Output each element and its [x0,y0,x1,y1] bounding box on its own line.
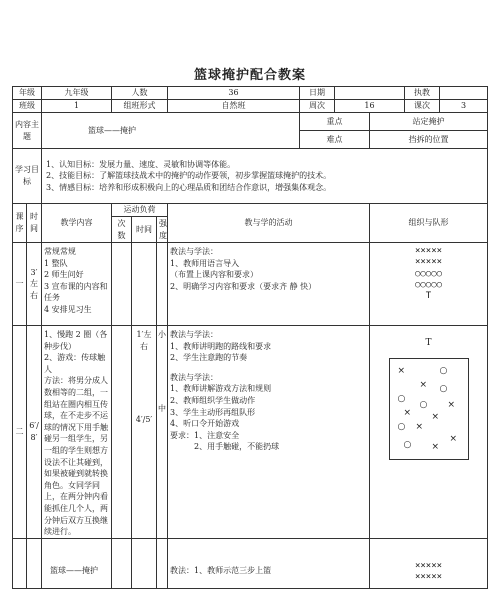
lesson-label: 课次 [405,100,440,113]
topic-row-1 [13,113,488,131]
row-order [13,538,27,588]
col-content: 教学内容 [42,204,112,243]
row-intensity [157,243,168,326]
header-row-2 [13,100,488,113]
week-value: 16 [335,100,405,113]
formation-line: ××××× [414,571,443,582]
col-order: 课序 [13,204,27,243]
row-activity [168,243,370,326]
teacher-value [440,87,488,100]
row-formation [370,243,488,326]
activity-line [170,364,367,372]
count-value: 36 [168,87,300,100]
player-mark: ○ [439,384,448,395]
player-mark: × [447,400,456,411]
header-row-1 [13,87,488,100]
class-value: 1 [42,100,112,113]
date-value [335,87,405,100]
content-line: 方法：将男分成人数相等的二组，一组站在圈内相互传球，在不走步不运球的情况下用手触碰另一组学生，另一组的学生则想方设法不让其碰到，如果被碰到就转换角色。女同学同上，在两分钟内看能抓住几个人，两分钟后双方互换继续进行。 [44,376,108,537]
player-mark: ○ [397,394,406,405]
key-point-value: 站定掩护 [370,113,488,131]
goals-row [13,149,488,204]
player-mark: × [415,422,424,433]
activity-line: 2、明确学习内容和要求（要求齐 静 快） [170,281,317,291]
teacher-marker: T [425,291,432,301]
duration-line: 1′左右 [136,330,152,351]
col-activity: 教与学的活动 [168,204,370,243]
activity-line: 2、用手触碰，不能扔球 [194,442,280,452]
activity-line: 1、教师讲解游戏方法和规则 [170,384,272,394]
player-mark: × [403,408,412,419]
formation-grid [372,561,485,584]
activity-line: 教法与学法： [170,247,218,256]
teacher-marker: T [425,338,432,348]
row-time [27,538,42,588]
lesson-plan-table [12,86,488,589]
player-mark: ○ [397,422,406,433]
player-mark: × [419,380,428,391]
lesson-row-3 [13,538,488,588]
difficulty-value: 挡拆的位置 [370,131,488,149]
player-mark: ○ [419,400,428,411]
grade-label: 年级 [13,87,42,100]
grade-value: 九年级 [42,87,112,100]
col-load: 运动负荷 [112,204,168,217]
row-times [112,326,132,539]
activity-line: 2、学生注意跑的节奏 [170,353,248,363]
activity-line: 3、学生主动形再组队形 [170,407,256,417]
col-intensity: 强度 [157,217,168,243]
activity-line: 4、听口令开始游戏 [170,419,240,429]
content-line: 4 安排见习生 [44,304,92,314]
row-activity: 教法：1、教师示范三步上篮 [168,538,370,588]
duration-line: 4′/5′ [135,415,153,425]
goals-label: 学习目标 [13,149,42,204]
topic-content: 篮球——掩护 [42,113,300,149]
formation-line: ××××× [414,560,443,571]
content-line: 1 整队 [44,258,68,268]
activity-line: 2、教师组织学生做动作 [170,395,256,405]
content-line: 2 师生问好 [44,270,84,280]
formation-line: ××××× [414,257,443,268]
content-line: 3 宣布课的内容和任务 [44,281,108,303]
game-circle-diagram [389,358,469,460]
week-label: 周次 [300,100,335,113]
key-point-label: 重点 [300,113,370,131]
row-time: 3′左右 [27,243,42,326]
org-value: 自然班 [168,100,300,113]
content-line: 常规常规 [44,247,76,256]
col-time: 时间 [27,204,42,243]
activity-line: 要求：1、注意安全 [170,430,240,440]
lesson-row-2 [13,326,488,539]
intensity-line: 小 [158,330,166,339]
formation-line: ○○○○○ [414,279,443,290]
goals-content [42,149,488,204]
intensity-line: 中 [158,403,166,413]
row-times [112,243,132,326]
content-line: 1、慢跑 2 圈（各种步伐） [44,330,108,351]
topic-label: 内容主题 [13,113,42,149]
count-label: 人数 [112,87,168,100]
lesson-value: 3 [440,100,488,113]
player-mark: × [431,412,440,423]
row-formation [370,326,488,539]
col-organization: 组织与队形 [370,204,488,243]
goal-item: 2、技能目标：了解篮球技战术中的掩护的动作要领，初步掌握篮球掩护的技术。 [46,171,332,181]
formation-grid [372,246,485,302]
column-head-row-1 [13,204,488,217]
row-duration [132,243,157,326]
row-time: 6′/8′ [27,326,42,539]
lesson-row-1 [13,243,488,326]
org-label: 组班形式 [112,100,168,113]
row-intensity [157,538,168,588]
row-formation [370,538,488,588]
player-mark: × [431,442,440,453]
activity-line: 教法与学法： [170,330,218,339]
row-intensity [157,326,168,539]
formation-line: ××××× [414,246,443,256]
activity-line: （布置上课内容和要求） [170,270,258,280]
row-activity [168,326,370,539]
col-times: 次数 [112,217,132,243]
row-times [112,538,132,588]
teacher-label: 执教 [405,87,440,100]
player-mark: ○ [403,440,412,451]
activity-line: 教法与学法： [170,372,218,382]
row-duration [132,326,157,539]
date-label: 日期 [300,87,335,100]
row-order: 二 [13,326,27,539]
class-label: 班级 [13,100,42,113]
page-title: 篮球掩护配合教案 [193,68,306,83]
player-mark: × [449,434,458,445]
player-mark: × [397,366,406,377]
row-content [42,326,112,539]
row-content [42,243,112,326]
difficulty-label: 难点 [300,131,370,149]
row-duration [132,538,157,588]
activity-line: 1、教师用语言导入 [170,258,240,268]
row-content: 篮球——掩护 [42,538,112,588]
goal-item: 1、认知目标：发展力量、速度、灵敏和协调等体能。 [46,159,236,169]
content-line: 2、游戏：传球触人 [44,353,106,374]
goal-item: 3、情感目标：培养和形成积极向上的心理品质和团结合作意识，增强集体观念。 [46,182,332,192]
row-order: 一 [13,243,27,326]
player-mark: ○ [439,366,448,377]
formation-line: ○○○○○ [414,268,443,279]
col-duration: 时间 [132,217,157,243]
activity-line: 1、教师讲明跑的路线和要求 [170,341,272,351]
